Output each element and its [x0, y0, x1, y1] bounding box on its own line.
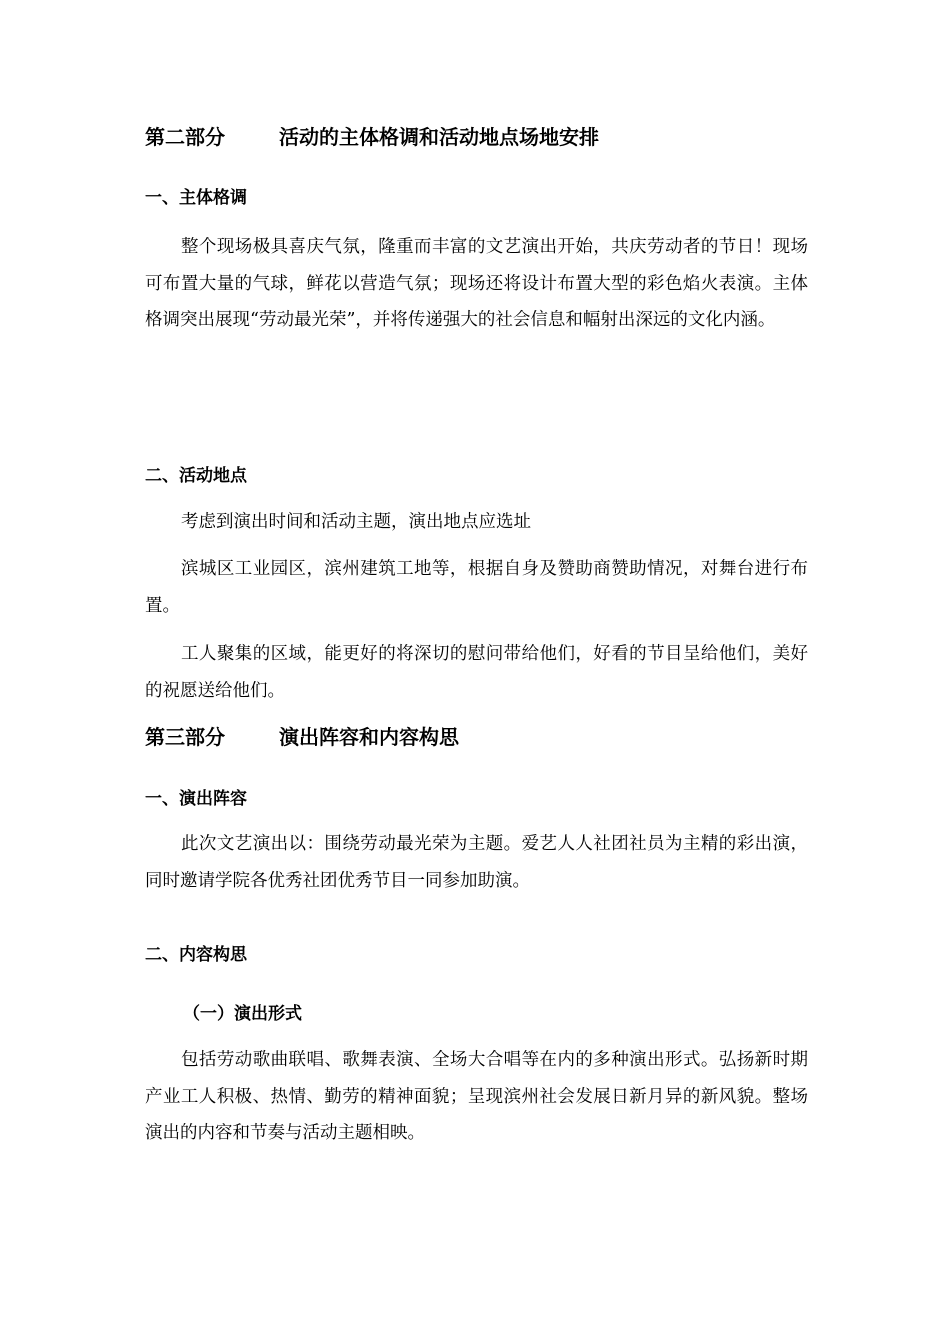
part2-section1-paragraph: 整个现场极具喜庆气氛，隆重而丰富的文艺演出开始，共庆劳动者的节日！现场可布置大量的气球，鲜花以营造气氛；现场还将设计布置大型的彩色焰火表演。主体格调突出展现“劳动最光荣”，并将传递强大的社会信息和幅射出深远的文化内涵。 [145, 237, 808, 330]
part2-section2-paragraph-1: 考虑到演出时间和活动主题，演出地点应选址 [181, 512, 531, 532]
part3-subsection1-paragraph: 包括劳动歌曲联唱、歌舞表演、全场大合唱等在内的多种演出形式。弘扬新时期产业工人积极、热情、勤劳的精神面貌；呈现滨州社会发展日新月异的新风貌。整场演出的内容和节奏与活动主题相映。 [145, 1050, 808, 1143]
part3-section2-heading: 二、内容构思 [145, 945, 247, 965]
part3-heading [145, 723, 459, 751]
part2-section2-heading: 二、活动地点 [145, 466, 247, 486]
part2-section1-heading: 一、主体格调 [145, 188, 247, 208]
part3-title: 演出阵容和内容构思 [279, 725, 459, 749]
part3-section1-heading: 一、演出阵容 [145, 789, 247, 809]
part3-subsection1-heading: （一）演出形式 [183, 1004, 302, 1024]
part2-section2-paragraph-2: 滨城区工业园区，滨州建筑工地等，根据自身及赞助商赞助情况，对舞台进行布置。 [145, 559, 808, 616]
part2-number: 第二部分 [145, 125, 225, 149]
part2-section2-paragraph-3: 工人聚集的区域，能更好的将深切的慰问带给他们，好看的节目呈给他们，美好的祝愿送给他们。 [145, 644, 808, 701]
part2-title: 活动的主体格调和活动地点场地安排 [279, 125, 599, 149]
part3-section1-paragraph: 此次文艺演出以：围绕劳动最光荣为主题。爱艺人人社团社员为主精的彩出演，同时邀请学院各优秀社团优秀节目一同参加助演。 [145, 834, 808, 891]
part3-number: 第三部分 [145, 725, 225, 749]
part2-heading [145, 123, 599, 151]
